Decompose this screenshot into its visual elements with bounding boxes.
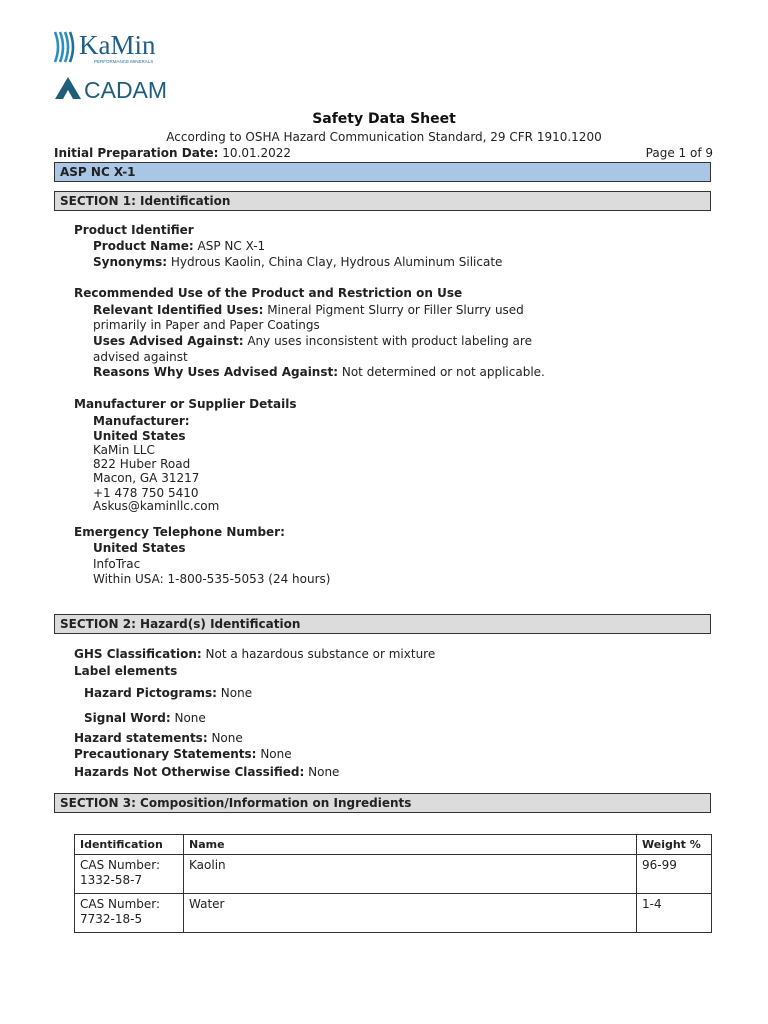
synonyms-value: Hydrous Kaolin, China Clay, Hydrous Aluminum Silicate [170, 255, 503, 269]
relevant-uses-label: Relevant Identified Uses: [93, 303, 264, 317]
precautionary-line [74, 746, 292, 762]
table-header-row [75, 835, 712, 855]
cadam-logo-text: CADAM [84, 77, 168, 102]
hnoc-line [74, 764, 339, 780]
emergency-heading: Emergency Telephone Number: [74, 525, 285, 539]
cell-weight: 1-4 [637, 894, 712, 933]
ghs-label: GHS Classification: [74, 647, 202, 661]
manufacturer-label: Manufacturer: [93, 414, 190, 428]
section3-heading: SECTION 3: Composition/Information on Ingredients [54, 793, 711, 813]
hnoc-value: None [308, 765, 340, 779]
hazard-statements-value: None [211, 731, 243, 745]
kamin-logo [52, 28, 182, 66]
table-row [75, 855, 712, 894]
kamin-logo-text: KaMin [79, 30, 156, 60]
cell-identification [75, 855, 184, 894]
emergency-country: United States [93, 541, 186, 555]
cell-name: Water [184, 894, 637, 933]
preparation-date [54, 146, 291, 160]
uses-advised-against-value: Any uses inconsistent with product labeling are [247, 334, 532, 348]
cell-weight: 96-99 [637, 855, 712, 894]
relevant-uses-value: Mineral Pigment Slurry or Filler Slurry used [267, 303, 524, 317]
uses-advised-against-label: Uses Advised Against: [93, 334, 244, 348]
address-line: KaMin LLC [93, 443, 155, 457]
pictograms-value: None [220, 686, 253, 700]
cell-identification [75, 894, 184, 933]
label-elements-heading: Label elements [74, 664, 178, 678]
composition-table [74, 834, 712, 933]
ghs-value: Not a hazardous substance or mixture [205, 647, 436, 661]
kamin-logo-tagline: PERFORMANCE MINERALS [94, 59, 154, 64]
address-line: Macon, GA 31217 [93, 471, 200, 485]
reasons-line [93, 364, 545, 380]
synonyms-label: Synonyms: [93, 255, 168, 269]
table-row [75, 894, 712, 933]
relevant-uses-value-cont: primarily in Paper and Paper Coatings [93, 318, 320, 332]
pictograms-line [84, 685, 252, 701]
reasons-label: Reasons Why Uses Advised Against: [93, 365, 339, 379]
address-email: Askus@kaminllc.com [93, 499, 220, 513]
product-name-line [93, 238, 265, 254]
address-phone: +1 478 750 5410 [93, 486, 199, 500]
recommended-use-heading: Recommended Use of the Product and Restriction on Use [74, 286, 463, 300]
preparation-date-label: Initial Preparation Date: [54, 146, 219, 160]
uses-advised-against-line [93, 333, 532, 349]
document-subtitle: According to OSHA Hazard Communication Standard, 29 CFR 1910.1200 [166, 130, 602, 144]
column-header-weight: Weight % [637, 835, 712, 855]
column-header-identification: Identification [75, 835, 184, 855]
cas-number: 7732-18-5 [80, 912, 143, 926]
cadam-logo [54, 76, 179, 102]
manufacturer-heading: Manufacturer or Supplier Details [74, 397, 297, 411]
signal-word-label: Signal Word: [84, 711, 171, 725]
hazard-statements-line [74, 730, 243, 746]
uses-advised-against-value-cont: advised against [93, 350, 188, 364]
hnoc-label: Hazards Not Otherwise Classified: [74, 765, 305, 779]
signal-word-line [84, 710, 206, 726]
cas-label: CAS Number: [80, 897, 161, 911]
address-line: 822 Huber Road [93, 457, 191, 471]
document-title: Safety Data Sheet [312, 111, 456, 127]
column-header-name: Name [184, 835, 637, 855]
product-name-value: ASP NC X-1 [197, 239, 266, 253]
synonyms-line [93, 254, 502, 270]
ghs-line [74, 646, 435, 662]
reasons-value: Not determined or not applicable. [341, 365, 545, 379]
cell-name: Kaolin [184, 855, 637, 894]
pictograms-label: Hazard Pictograms: [84, 686, 217, 700]
signal-word-value: None [174, 711, 206, 725]
product-identifier-heading: Product Identifier [74, 223, 194, 237]
cas-number: 1332-58-7 [80, 873, 143, 887]
section2-heading: SECTION 2: Hazard(s) Identification [54, 614, 711, 634]
manufacturer-country: United States [93, 429, 186, 443]
cas-label: CAS Number: [80, 858, 161, 872]
product-name-label: Product Name: [93, 239, 194, 253]
hazard-statements-label: Hazard statements: [74, 731, 208, 745]
precautionary-value: None [260, 747, 292, 761]
emergency-provider: InfoTrac [93, 557, 141, 571]
preparation-date-value: 10.01.2022 [222, 146, 292, 160]
product-bar: ASP NC X-1 [54, 162, 711, 182]
emergency-number: Within USA: 1-800-535-5053 (24 hours) [93, 572, 331, 586]
relevant-uses-line [93, 302, 524, 318]
page-number: Page 1 of 9 [645, 146, 713, 160]
section1-heading: SECTION 1: Identification [54, 191, 711, 211]
precautionary-label: Precautionary Statements: [74, 747, 257, 761]
